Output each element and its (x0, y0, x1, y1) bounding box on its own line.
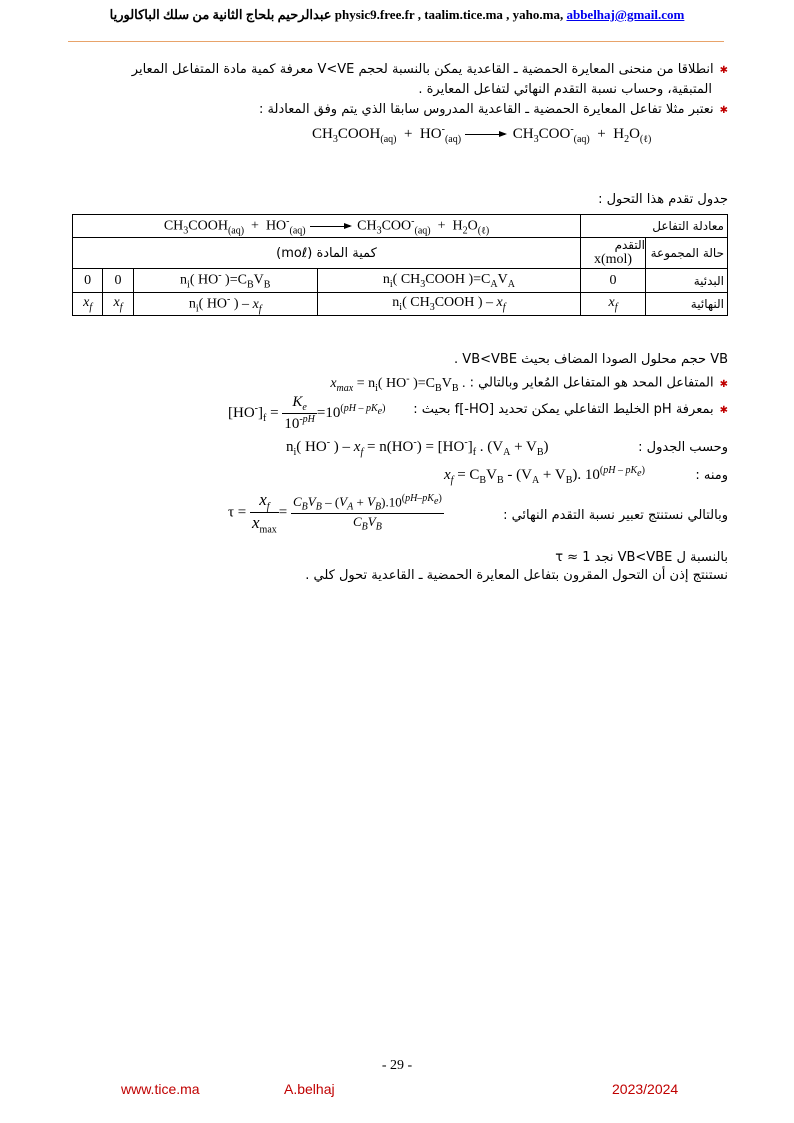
header-site: physic9.free.fr (334, 7, 415, 22)
initial-water-cell: 0 (73, 269, 103, 292)
table-row (73, 215, 728, 238)
tau-label: وبالتالي نستنتج تعبير نسبة التقدم النهائي : (503, 508, 728, 523)
final-base-cell: $n_i$( HO- ) – $x_f$ (133, 292, 317, 315)
conclusion-line: نستنتج إذن أن التحول المقرون بتفاعل المعايرة الحمضية ـ القاعدية تحول كلي . (305, 568, 728, 583)
final-label-cell: النهائية (645, 292, 727, 315)
table-row (73, 269, 728, 292)
header-divider (68, 41, 724, 42)
limiting-line: ✱المتفاعل المحد هو المتفاعل المُعاير وبالتالي : $x_{max} = n_i$( HO- )$=C_BV_B$ . (330, 373, 728, 394)
table-caption: جدول تقدم هذا التحول : (598, 192, 728, 207)
eq-cell: $CH_3COOH_{(aq)} + HO^-_{(aq)}$ $CH_3COO^-_{(aq)} + H_2O_{(\ell)}$ (73, 215, 581, 238)
eq-label-cell: معادلة التفاعل (581, 215, 728, 238)
tau-formula: τ = $\frac{x_f}{x_{max}}$ = $\frac{C_BV_B - (V_A + V_B).10^{(pH-pK_e)}}{C_BV_B}$ (228, 490, 442, 536)
page-header (62, 7, 732, 23)
bullet-1-line-2: المتبقية، وحساب نسبة التقدم النهائي لتفاعل المعايرة . (418, 82, 712, 97)
from-table-label: وحسب الجدول : (638, 440, 728, 455)
table-row (73, 238, 728, 269)
star-bullet-icon: ✱ (719, 65, 728, 76)
state-label-cell: حالة المجموعة (645, 238, 727, 269)
page-number: - 29 - (381, 1058, 413, 1073)
final-water-cell: $x_f$ (73, 292, 103, 315)
initial-acid-cell: $n_i$( $CH_3COOH$ )$=C_AV_A$ (317, 269, 580, 292)
ph-line: ✱بمعرفة pH الخليط التفاعلي يمكن تحديد [HO-]f بحيث : (413, 402, 728, 417)
from-table-formula: $n_i$( HO- ) – $x_f = n(HO^-) = [HO^-]_f$ . $(V_A + V_B)$ (286, 437, 549, 458)
initial-base-cell: $n_i$( HO- )$=C_BV_B$ (133, 269, 317, 292)
star-bullet-icon: ✱ (719, 378, 728, 390)
qty-label-cell: كمية المادة (moℓ) (73, 238, 581, 269)
footer-author: A.belhaj (284, 1081, 335, 1097)
initial-acetate-cell: 0 (103, 269, 133, 292)
final-adv-cell: $x_f$ (581, 292, 646, 315)
xf-formula: $x_f = C_BV_B - (V_A + V_B)$. $10^{(pH - pK_e)}$ (444, 465, 645, 486)
header-author: عبدالرحيم بلحاج الثانية من سلك الباكالوريا (109, 7, 332, 22)
header-sites: , taalim.tice.ma , yaho.ma, (417, 7, 564, 22)
initial-adv-cell: 0 (581, 269, 646, 292)
final-acid-cell: $n_i$( $CH_3COOH$ ) – $x_f$ (317, 292, 580, 315)
bullet-2: ✱نعتبر مثلا تفاعل المعايرة الحمضية ـ القاعدية المدروس سابقا الذي يتم وفق المعادلة : (259, 102, 728, 117)
initial-label-cell: البدئية (645, 269, 727, 292)
vb-line: VB حجم محلول الصودا المضاف بحيث VB<VBE . (454, 352, 728, 367)
table-row (73, 292, 728, 315)
adv-label-cell: التقدم x(mol) (581, 238, 646, 269)
email-link[interactable]: abbelhaj@gmail.com (566, 7, 685, 22)
bullet-1-line-1: ✱انطلاقا من منحنى المعايرة الحمضية ـ القاعدية يمكن بالنسبة لحجم V<VE معرفة كمية مادة المتفاعل المعاير (131, 62, 728, 77)
reaction-equation: $CH_3COOH_{(aq)} + HO^-_{(aq)}$ $CH_3COO^-_{(aq)} + H_2O_{(\ell)}$ (312, 124, 652, 145)
for-line: بالنسبة ل VB<VBE نجد τ ≈ 1 (555, 550, 728, 565)
hof-formula: $[HO^-]_f$ = $\frac{K_e}{10^{-pH}}$ $=10^{(pH - pK_e)}$ (228, 394, 386, 432)
hence-label: ومنه : (695, 468, 728, 483)
footer-site: www.tice.ma (121, 1081, 200, 1097)
footer-year: 2023/2024 (612, 1081, 679, 1097)
progress-table (72, 214, 728, 316)
star-bullet-icon: ✱ (719, 105, 728, 116)
xmax-formula: $x_{max} = n_i$( HO- )$=C_BV_B$ . (330, 373, 466, 394)
reaction-arrow-icon (465, 134, 505, 135)
final-acetate-cell: $x_f$ (103, 292, 133, 315)
star-bullet-icon: ✱ (719, 405, 728, 416)
